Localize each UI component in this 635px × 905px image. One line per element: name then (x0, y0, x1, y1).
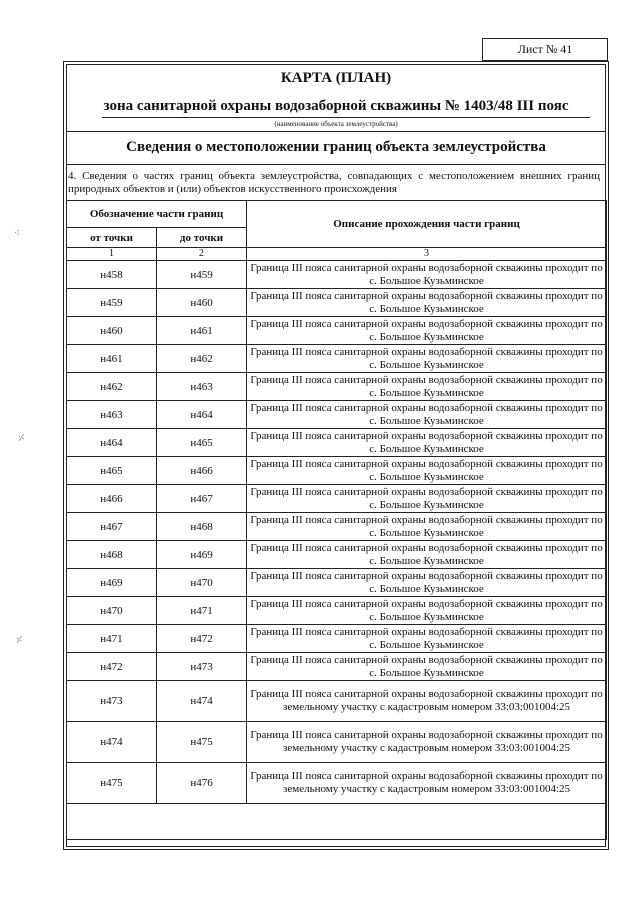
table-body (67, 261, 607, 804)
sheet-number: Лист № 41 (482, 38, 608, 61)
to-point-cell: н463 (157, 373, 247, 401)
from-point-cell: н469 (67, 569, 157, 597)
from-point-cell: н468 (67, 541, 157, 569)
table-row (67, 763, 607, 804)
table-row (67, 541, 607, 569)
to-point-cell: н460 (157, 289, 247, 317)
table-row (67, 401, 607, 429)
table-row (67, 681, 607, 722)
boundary-description-cell: Граница III пояса санитарной охраны водозаборной скважины проходит по с. Большое Кузьминское (247, 541, 607, 569)
to-point-cell: н464 (157, 401, 247, 429)
boundary-description-cell: Граница III пояса санитарной охраны водозаборной скважины проходит по с. Большое Кузьминское (247, 653, 607, 681)
table-empty-row (67, 804, 607, 840)
scan-mark: ⸓ (18, 433, 25, 444)
table-row (67, 429, 607, 457)
section-divider (66, 164, 606, 165)
to-point-cell: н471 (157, 597, 247, 625)
header-description: Описание прохождения части границ (247, 201, 607, 248)
to-point-cell: н475 (157, 722, 247, 763)
from-point-cell: н467 (67, 513, 157, 541)
to-point-cell: н462 (157, 345, 247, 373)
boundary-description-cell: Граница III пояса санитарной охраны водозаборной скважины проходит по с. Большое Кузьминское (247, 485, 607, 513)
to-point-cell: н459 (157, 261, 247, 289)
table-row (67, 485, 607, 513)
to-point-cell: н469 (157, 541, 247, 569)
to-point-cell: н474 (157, 681, 247, 722)
boundary-description-cell: Граница III пояса санитарной охраны водозаборной скважины проходит по земельному участку с кадастровым номером 33:03:001004:25 (247, 722, 607, 763)
header-divider (66, 131, 606, 132)
boundary-description-cell: Граница III пояса санитарной охраны водозаборной скважины проходит по с. Большое Кузьминское (247, 261, 607, 289)
from-point-cell: н461 (67, 345, 157, 373)
boundary-description-cell: Граница III пояса санитарной охраны водозаборной скважины проходит по с. Большое Кузьминское (247, 373, 607, 401)
boundary-description-cell: Граница III пояса санитарной охраны водозаборной скважины проходит по с. Большое Кузьминское (247, 569, 607, 597)
boundary-description-cell: Граница III пояса санитарной охраны водозаборной скважины проходит по с. Большое Кузьминское (247, 625, 607, 653)
table-row (67, 625, 607, 653)
from-point-cell: н472 (67, 653, 157, 681)
intro-text: 4. Сведения о частях границ объекта землеустройства, совпадающих с местоположением внешних границ природных объектов и (или) объектов искусственного происхождения (68, 170, 600, 195)
table-row (67, 653, 607, 681)
header-from-point: от точки (67, 228, 157, 248)
boundary-table (66, 200, 607, 840)
object-caption: (наименование объекта землеустройства) (274, 120, 398, 128)
header-boundary-part: Обозначение части границ (67, 201, 247, 228)
from-point-cell: н460 (67, 317, 157, 345)
boundary-description-cell: Граница III пояса санитарной охраны водозаборной скважины проходит по с. Большое Кузьминское (247, 597, 607, 625)
from-point-cell: н475 (67, 763, 157, 804)
from-point-cell: н462 (67, 373, 157, 401)
table-row (67, 345, 607, 373)
table-row (67, 261, 607, 289)
boundary-description-cell: Граница III пояса санитарной охраны водозаборной скважины проходит по земельному участку с кадастровым номером 33:03:001004:25 (247, 763, 607, 804)
object-name-underline (102, 117, 590, 118)
col-number: 2 (157, 248, 247, 261)
to-point-cell: н465 (157, 429, 247, 457)
to-point-cell: н473 (157, 653, 247, 681)
document-title: КАРТА (ПЛАН) (280, 70, 392, 86)
to-point-cell: н468 (157, 513, 247, 541)
boundary-description-cell: Граница III пояса санитарной охраны водозаборной скважины проходит по с. Большое Кузьминское (247, 317, 607, 345)
from-point-cell: н459 (67, 289, 157, 317)
boundary-description-cell: Граница III пояса санитарной охраны водозаборной скважины проходит по с. Большое Кузьминское (247, 345, 607, 373)
section-title: Сведения о местоположении границ объекта землеустройства (126, 139, 546, 155)
boundary-description-cell: Граница III пояса санитарной охраны водозаборной скважины проходит по земельному участку с кадастровым номером 33:03:001004:25 (247, 681, 607, 722)
scan-mark: ⸓ (16, 635, 23, 646)
boundary-description-cell: Граница III пояса санитарной охраны водозаборной скважины проходит по с. Большое Кузьминское (247, 457, 607, 485)
to-point-cell: н470 (157, 569, 247, 597)
table-row (67, 597, 607, 625)
from-point-cell: н464 (67, 429, 157, 457)
header-to-point: до точки (157, 228, 247, 248)
table-row (67, 373, 607, 401)
from-point-cell: н458 (67, 261, 157, 289)
from-point-cell: н474 (67, 722, 157, 763)
from-point-cell: н473 (67, 681, 157, 722)
table-row (67, 722, 607, 763)
scan-mark: ⁖ (14, 228, 20, 239)
to-point-cell: н466 (157, 457, 247, 485)
table-row (67, 513, 607, 541)
from-point-cell: н470 (67, 597, 157, 625)
to-point-cell: н467 (157, 485, 247, 513)
from-point-cell: н463 (67, 401, 157, 429)
boundary-description-cell: Граница III пояса санитарной охраны водозаборной скважины проходит по с. Большое Кузьминское (247, 289, 607, 317)
table-row (67, 317, 607, 345)
to-point-cell: н472 (157, 625, 247, 653)
boundary-description-cell: Граница III пояса санитарной охраны водозаборной скважины проходит по с. Большое Кузьминское (247, 429, 607, 457)
col-number: 3 (247, 248, 607, 261)
table-row (67, 569, 607, 597)
to-point-cell: н461 (157, 317, 247, 345)
from-point-cell: н466 (67, 485, 157, 513)
to-point-cell: н476 (157, 763, 247, 804)
from-point-cell: н471 (67, 625, 157, 653)
object-name: зона санитарной охраны водозаборной скважины № 1403/48 III пояс (103, 98, 569, 114)
table-row (67, 457, 607, 485)
from-point-cell: н465 (67, 457, 157, 485)
boundary-description-cell: Граница III пояса санитарной охраны водозаборной скважины проходит по с. Большое Кузьминское (247, 513, 607, 541)
table-row (67, 289, 607, 317)
col-number: 1 (67, 248, 157, 261)
boundary-description-cell: Граница III пояса санитарной охраны водозаборной скважины проходит по с. Большое Кузьминское (247, 401, 607, 429)
